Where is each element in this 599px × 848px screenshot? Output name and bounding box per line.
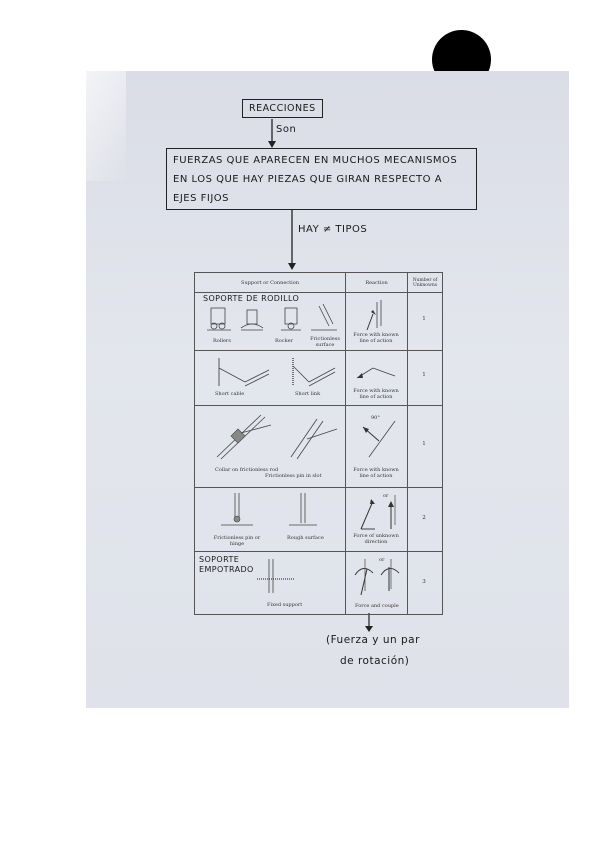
footer-line-1: (Fuerza y un par	[326, 634, 420, 646]
unknowns-3: 1	[422, 441, 426, 447]
reaction-caption-5: Force and couple	[355, 603, 399, 609]
types-label: HAY ≠ TIPOS	[298, 224, 368, 235]
unknowns-4: 2	[422, 515, 426, 521]
header-unknowns: Number of Unknowns	[408, 273, 442, 293]
reaction-arrow-icon	[353, 491, 403, 533]
caption-pin-hinge: Frictionless pin or hinge	[213, 535, 261, 547]
photo-of-notes	[86, 71, 569, 708]
header-reaction: Reaction	[346, 273, 407, 293]
cable-link-illustration	[205, 356, 341, 390]
table-row-collar	[195, 405, 442, 488]
caption-fixed-support: Fixed support	[267, 602, 303, 608]
caption-rocker: Rocker	[275, 338, 293, 344]
reaction-arrow-icon	[351, 555, 405, 599]
definition-line-2: EN LOS QUE HAY PIEZAS QUE GIRAN RESPECTO A	[173, 174, 443, 185]
rollers-illustration	[201, 304, 341, 334]
caption-short-link: Short link	[295, 391, 321, 397]
reaction-caption-2: Force with known line of action	[353, 388, 399, 400]
unknowns-2: 1	[422, 372, 426, 378]
or-label-5: or	[379, 557, 385, 563]
caption-short-cable: Short cable	[215, 391, 245, 397]
table-row-fixed	[195, 551, 442, 614]
table-row-rollers	[195, 292, 442, 351]
unknowns-1: 1	[422, 316, 426, 322]
fixed-support-illustration	[255, 555, 325, 595]
caption-collar: Collar on frictionless rod	[215, 467, 279, 473]
pin-hinge-illustration	[211, 491, 341, 531]
reacciones-title-box: REACCIONES	[242, 99, 323, 118]
supports-table	[194, 272, 443, 615]
or-label-4: or	[383, 493, 389, 499]
caption-rough-surface: Rough surface	[287, 535, 324, 541]
footer-line-2: de rotación)	[340, 655, 410, 667]
handwritten-label-empotrado: SOPORTE EMPOTRADO	[199, 555, 254, 574]
reaction-caption-1: Force with known line of action	[353, 332, 399, 344]
collar-slot-illustration	[211, 411, 341, 463]
table-row-cable	[195, 350, 442, 406]
reaction-caption-3: Force with known line of action	[353, 467, 399, 479]
header-support: Support or Connection	[195, 273, 345, 293]
caption-frictionless-surface: Frictionless surface	[310, 336, 340, 348]
reaction-caption-4: Force of unknown direction	[353, 533, 399, 545]
angle-label: 90°	[371, 415, 380, 421]
definition-box	[166, 148, 477, 210]
reaction-arrow-icon	[353, 358, 399, 384]
table-row-pin	[195, 487, 442, 552]
caption-rollers: Rollers	[213, 338, 231, 344]
handwritten-label-rodillo: SOPORTE DE RODILLO	[203, 294, 300, 303]
definition-line-3: EJES FIJOS	[173, 193, 229, 204]
definition-line-1: FUERZAS QUE APARECEN EN MUCHOS MECANISMOS	[173, 155, 458, 166]
reaction-arrow-icon	[355, 300, 395, 332]
connector-label-son: Son	[276, 124, 297, 135]
unknowns-5: 3	[422, 579, 426, 585]
caption-pin-in-slot: Frictionless pin in slot	[265, 473, 322, 479]
